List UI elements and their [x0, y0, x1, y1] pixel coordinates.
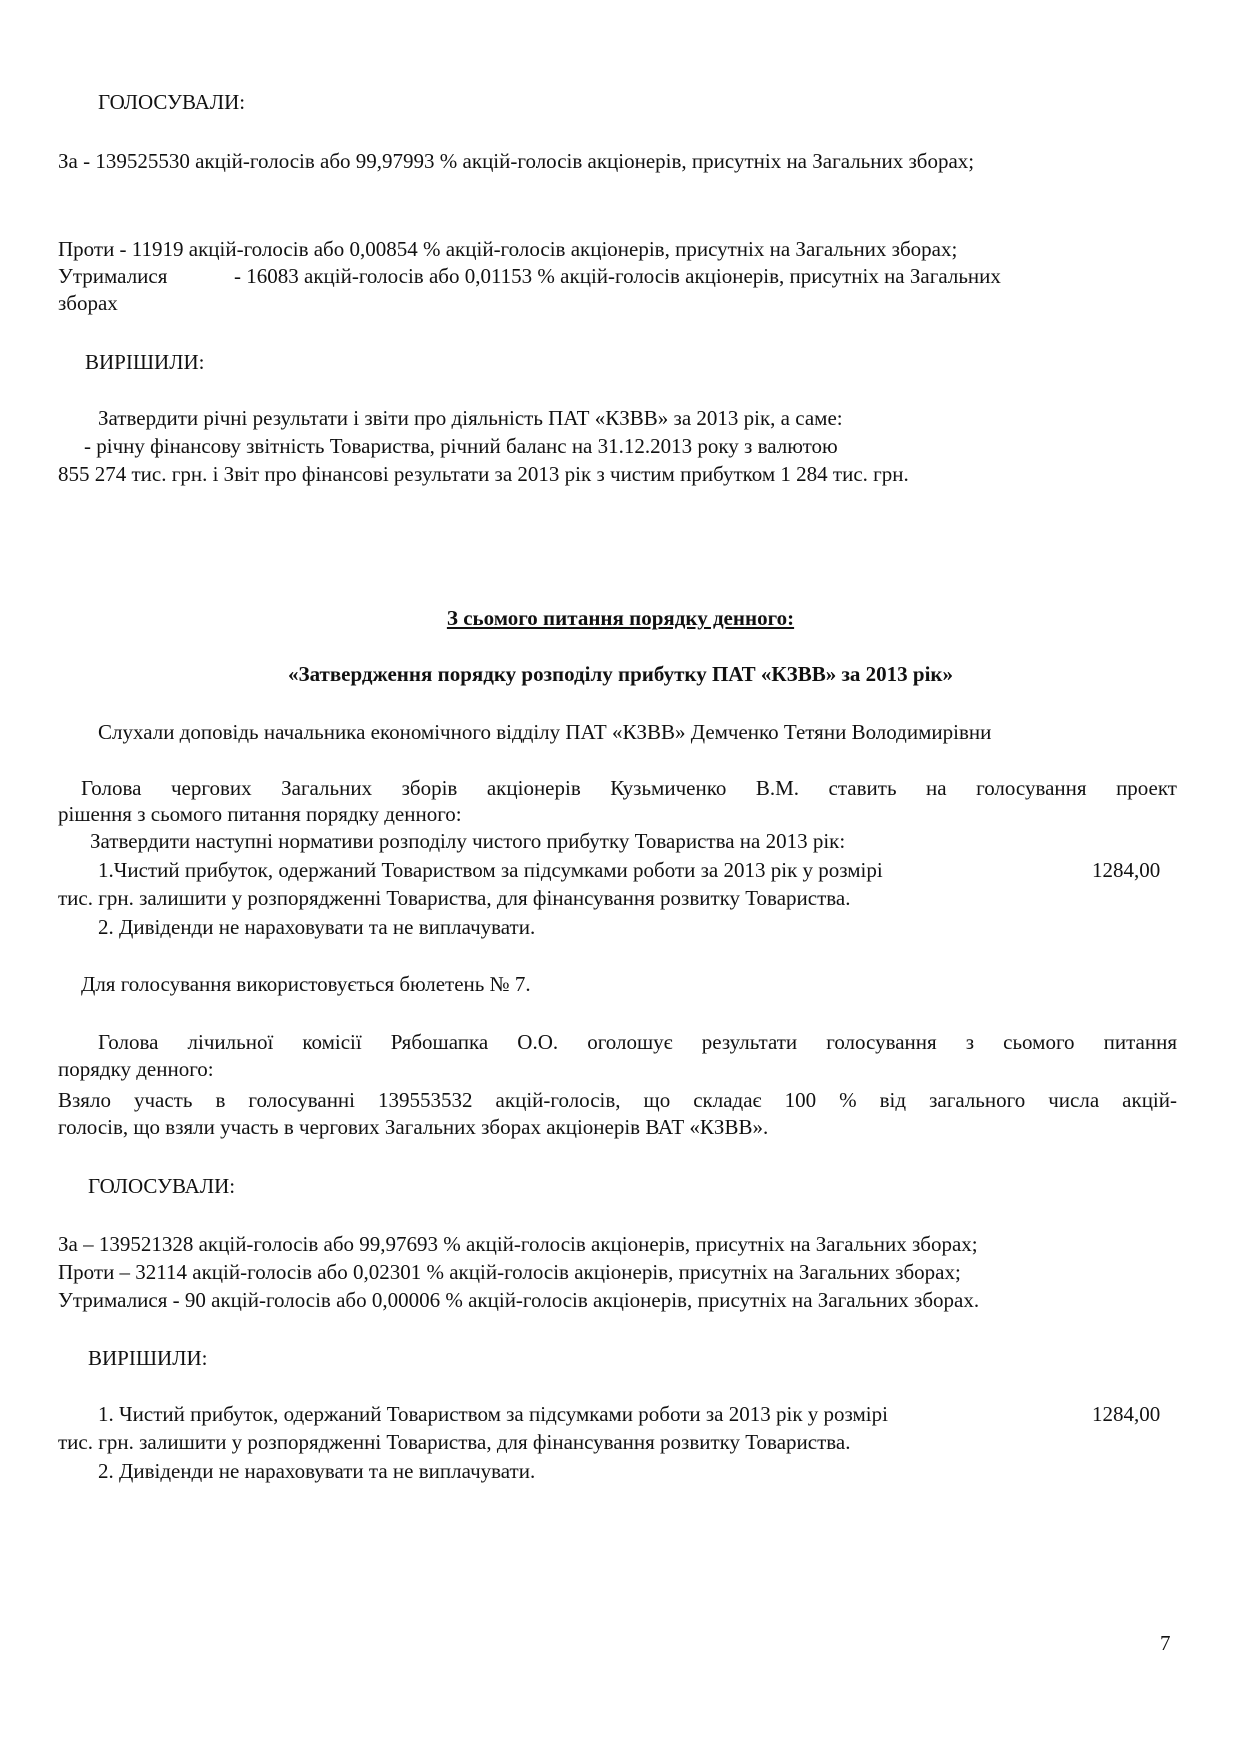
item1-amount: 1284,00: [1092, 858, 1161, 882]
decision-item1-amount: 1284,00: [1092, 1402, 1161, 1426]
ballot-line: Для голосування використовується бюлетень № 7.: [81, 972, 531, 996]
vote-abstained-line: Утрималися - 90 акцій-голосів або 0,00006 % акцій-голосів акціонерів, присутніх на Загальних зборах.: [58, 1288, 980, 1312]
decision-item1-cont: тис. грн. залишити у розпорядженні Товариства, для фінансування розвитку Товариства.: [58, 1430, 851, 1454]
decision-line: Затвердити річні результати і звіти про діяльність ПАТ «КЗВВ» за 2013 рік, а саме:: [98, 406, 843, 430]
item1-text: 1.Чистий прибуток, одержаний Товариством за підсумками роботи за 2013 рік у розмірі: [98, 858, 883, 882]
item2-text: 2. Дивіденди не нараховувати та не виплачувати.: [98, 915, 536, 939]
count-paragraph: порядку денного:: [58, 1057, 214, 1081]
decided-label: ВИРІШИЛИ:: [88, 1346, 208, 1370]
vote-abstained-rest: - 16083 акцій-голосів або 0,01153 % акцій-голосів акціонерів, присутніх на Загальних: [234, 264, 1001, 288]
vote-against-line: Проти - 11919 акцій-голосів або 0,00854 % акцій-голосів акціонерів, присутніх на Загальних зборах;: [58, 237, 958, 261]
voted-label: ГОЛОСУВАЛИ:: [98, 90, 246, 114]
participation-paragraph: голосів, що взяли участь в чергових Загальних зборах акціонерів ВАТ «КЗВВ».: [58, 1115, 769, 1139]
section-subheading: «Затвердження порядку розподілу прибутку ПАТ «КЗВВ» за 2013 рік»: [287, 662, 954, 686]
vote-for-line: За – 139521328 акцій-голосів або 99,97693 % акцій-голосів акціонерів, присутніх на Загальних зборах;: [58, 1232, 978, 1256]
decision-item2-text: 2. Дивіденди не нараховувати та не виплачувати.: [98, 1459, 536, 1483]
decided-label: ВИРІШИЛИ:: [85, 350, 205, 374]
decision-item1-text: 1. Чистий прибуток, одержаний Товариством за підсумками роботи за 2013 рік у розмірі: [98, 1402, 888, 1426]
count-paragraph: Голова лічильної комісії Рябошапка О.О. оголошує результати голосування з сьомого питання: [98, 1030, 1177, 1054]
vote-for-line: За - 139525530 акцій-голосів або 99,97993 % акцій-голосів акціонерів, присутніх на Загальних зборах;: [58, 149, 975, 173]
heard-paragraph: Слухали доповідь начальника економічного відділу ПАТ «КЗВВ» Демченко Тетяни Володимирівни: [98, 720, 992, 744]
approve-line: Затвердити наступні нормативи розподілу чистого прибутку Товариства на 2013 рік:: [90, 829, 846, 853]
item1-text-cont: тис. грн. залишити у розпорядженні Товариства, для фінансування розвитку Товариства.: [58, 886, 851, 910]
voted-label: ГОЛОСУВАЛИ:: [88, 1174, 236, 1198]
page-number: 7: [1160, 1631, 1171, 1655]
vote-against-line: Проти – 32114 акцій-голосів або 0,02301 % акцій-голосів акціонерів, присутніх на Загальних зборах;: [58, 1260, 961, 1284]
vote-abstained-cont: зборах: [58, 291, 118, 315]
participation-paragraph: Взяло участь в голосуванні 139553532 акцій-голосів, що складає 100 % від загального числа акцій-: [58, 1088, 1177, 1112]
section-heading: З сьомого питання порядку денного:: [446, 606, 795, 630]
vote-abstained-prefix: Утрималися: [58, 264, 168, 288]
decision-line: 855 274 тис. грн. і Звіт про фінансові результати за 2013 рік з чистим прибутком 1 284 тис. грн.: [58, 462, 909, 486]
decision-line: - річну фінансову звітність Товариства, річний баланс на 31.12.2013 року з валютою: [84, 434, 838, 458]
chair-paragraph: рішення з сьомого питання порядку денного:: [58, 802, 462, 826]
chair-paragraph: Голова чергових Загальних зборів акціонерів Кузьмиченко В.М. ставить на голосування проект: [81, 776, 1177, 800]
